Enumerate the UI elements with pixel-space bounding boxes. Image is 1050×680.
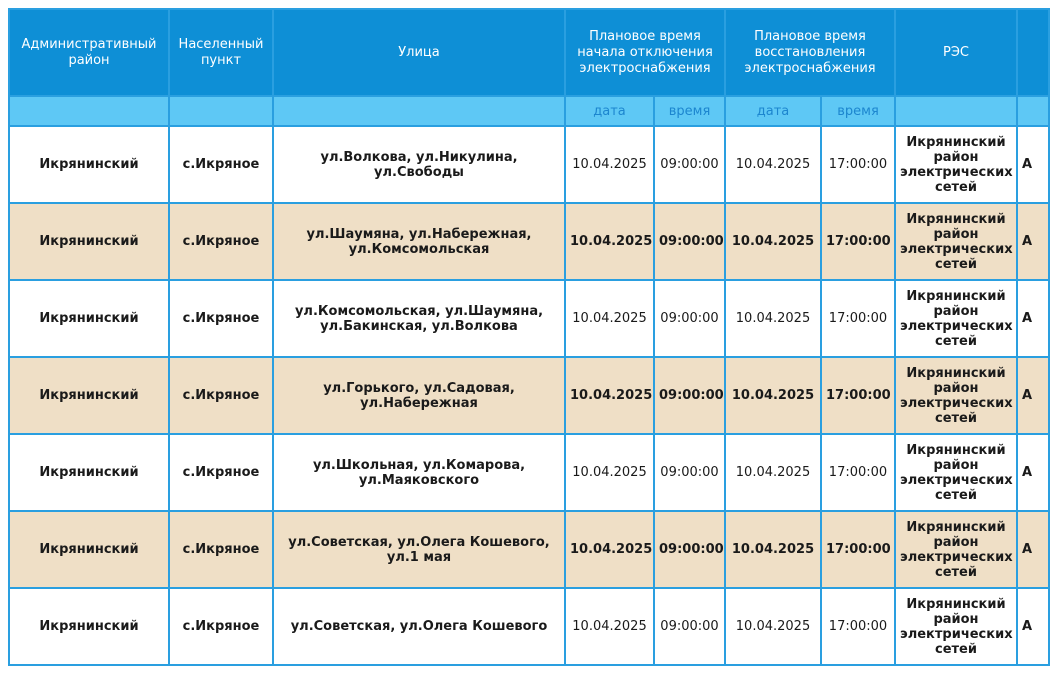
cell-district: Икрянинский (9, 588, 169, 665)
table-row (9, 588, 1049, 665)
cell-district: Икрянинский (9, 434, 169, 511)
cell-res: Икрянинский район электрических сетей (895, 434, 1017, 511)
cell-street: ул.Советская, ул.Олега Кошевого, ул.1 мая (273, 511, 565, 588)
subheader-empty (169, 96, 273, 126)
cell-locality: с.Икряное (169, 511, 273, 588)
cell-start-time: 09:00:00 (654, 511, 725, 588)
cell-end-date: 10.04.2025 (725, 280, 821, 357)
cell-extra: А (1017, 203, 1049, 280)
cell-district: Икрянинский (9, 511, 169, 588)
cell-start-time: 09:00:00 (654, 203, 725, 280)
cell-end-date: 10.04.2025 (725, 434, 821, 511)
header-res: РЭС (895, 9, 1017, 96)
cell-street: ул.Комсомольская, ул.Шаумяна, ул.Бакинская, ул.Волкова (273, 280, 565, 357)
cell-district: Икрянинский (9, 203, 169, 280)
cell-locality: с.Икряное (169, 434, 273, 511)
cell-res: Икрянинский район электрических сетей (895, 203, 1017, 280)
cell-locality: с.Икряное (169, 203, 273, 280)
cell-street: ул.Волкова, ул.Никулина, ул.Свободы (273, 126, 565, 203)
cell-district: Икрянинский (9, 280, 169, 357)
cell-start-time: 09:00:00 (654, 588, 725, 665)
header-extra (1017, 9, 1049, 96)
cell-locality: с.Икряное (169, 126, 273, 203)
cell-res: Икрянинский район электрических сетей (895, 126, 1017, 203)
cell-end-date: 10.04.2025 (725, 126, 821, 203)
cell-locality: с.Икряное (169, 588, 273, 665)
cell-district: Икрянинский (9, 357, 169, 434)
cell-res: Икрянинский район электрических сетей (895, 280, 1017, 357)
table-row (9, 357, 1049, 434)
table-header (9, 9, 1049, 126)
cell-street: ул.Советская, ул.Олега Кошевого (273, 588, 565, 665)
header-start-group: Плановое время начала отключения электроснабжения (565, 9, 725, 96)
cell-street: ул.Школьная, ул.Комарова, ул.Маяковского (273, 434, 565, 511)
cell-end-time: 17:00:00 (821, 203, 895, 280)
header-locality: Населенный пункт (169, 9, 273, 96)
cell-start-date: 10.04.2025 (565, 511, 654, 588)
cell-start-time: 09:00:00 (654, 126, 725, 203)
table-row (9, 434, 1049, 511)
cell-res: Икрянинский район электрических сетей (895, 511, 1017, 588)
cell-extra: А (1017, 434, 1049, 511)
cell-street: ул.Горького, ул.Садовая, ул.Набережная (273, 357, 565, 434)
subheader-empty (895, 96, 1017, 126)
cell-start-date: 10.04.2025 (565, 588, 654, 665)
subheader-start-date: дата (565, 96, 654, 126)
subheader-end-date: дата (725, 96, 821, 126)
table-body (9, 126, 1049, 665)
table-row (9, 280, 1049, 357)
cell-end-date: 10.04.2025 (725, 357, 821, 434)
cell-end-date: 10.04.2025 (725, 203, 821, 280)
cell-extra: А (1017, 588, 1049, 665)
cell-end-time: 17:00:00 (821, 434, 895, 511)
cell-extra: А (1017, 357, 1049, 434)
header-restore-group: Плановое время восстановления электроснабжения (725, 9, 895, 96)
cell-res: Икрянинский район электрических сетей (895, 588, 1017, 665)
cell-start-date: 10.04.2025 (565, 126, 654, 203)
cell-start-date: 10.04.2025 (565, 357, 654, 434)
cell-start-date: 10.04.2025 (565, 434, 654, 511)
header-district: Административный район (9, 9, 169, 96)
outage-table (8, 8, 1050, 666)
subheader-empty (9, 96, 169, 126)
cell-start-time: 09:00:00 (654, 280, 725, 357)
subheader-end-time: время (821, 96, 895, 126)
cell-district: Икрянинский (9, 126, 169, 203)
cell-end-time: 17:00:00 (821, 588, 895, 665)
cell-end-time: 17:00:00 (821, 357, 895, 434)
table-row (9, 203, 1049, 280)
cell-start-time: 09:00:00 (654, 434, 725, 511)
table-row (9, 511, 1049, 588)
cell-extra: А (1017, 511, 1049, 588)
cell-start-time: 09:00:00 (654, 357, 725, 434)
cell-locality: с.Икряное (169, 280, 273, 357)
cell-start-date: 10.04.2025 (565, 280, 654, 357)
cell-extra: А (1017, 280, 1049, 357)
cell-end-date: 10.04.2025 (725, 588, 821, 665)
cell-end-time: 17:00:00 (821, 511, 895, 588)
subheader-empty (273, 96, 565, 126)
cell-start-date: 10.04.2025 (565, 203, 654, 280)
cell-res: Икрянинский район электрических сетей (895, 357, 1017, 434)
cell-locality: с.Икряное (169, 357, 273, 434)
cell-end-date: 10.04.2025 (725, 511, 821, 588)
table-row (9, 126, 1049, 203)
cell-extra: А (1017, 126, 1049, 203)
cell-end-time: 17:00:00 (821, 280, 895, 357)
subheader-empty (1017, 96, 1049, 126)
header-street: Улица (273, 9, 565, 96)
cell-end-time: 17:00:00 (821, 126, 895, 203)
subheader-start-time: время (654, 96, 725, 126)
cell-street: ул.Шаумяна, ул.Набережная, ул.Комсомольская (273, 203, 565, 280)
